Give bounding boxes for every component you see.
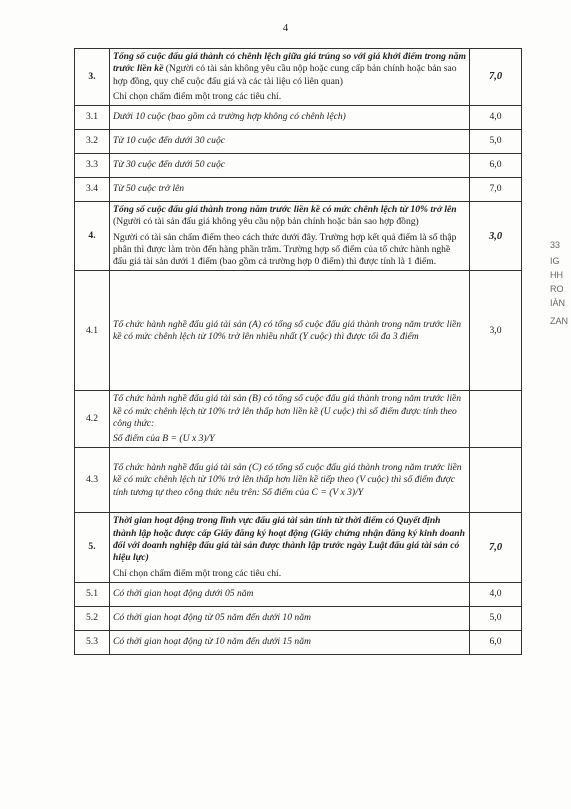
criterion-number: 5.2 <box>75 606 110 630</box>
score-formula: Số điểm của B = (U x 3)/Y <box>113 433 215 445</box>
sub-criterion-text: Tổ chức hành nghề đấu giá tài sản (B) có tổng số cuộc đấu giá thành trong năm trước liền kề có mức chênh lệch từ 10% trở lên thấp hơn liền kề (U cuộc) thì số điểm được tính theo công thức: <box>113 393 462 429</box>
criterion-score: 6,0 <box>470 630 522 654</box>
edge-text-fragment: HH <box>550 270 563 280</box>
sub-criterion-text: Dưới 10 cuộc (bao gồm cả trường hợp không có chênh lệch) <box>113 111 346 123</box>
criterion-row <box>75 513 522 582</box>
criterion-number: 5.3 <box>75 630 110 654</box>
sub-criterion-row <box>75 130 522 154</box>
criterion-row <box>75 49 522 106</box>
criterion-description <box>110 448 470 513</box>
criterion-score: 5,0 <box>470 606 522 630</box>
criterion-title: Tổng số cuộc đấu giá thành có chênh lệch giữa giá trúng so với giá khởi điểm trong năm trước liền kề <box>113 51 466 75</box>
sub-criterion-row <box>75 178 522 202</box>
criterion-description <box>110 582 470 606</box>
criterion-score: 6,0 <box>470 154 522 178</box>
criterion-instruction: Chỉ chọn chấm điểm một trong các tiêu chí. <box>113 567 282 579</box>
criterion-note: (Người có tài sản không yêu cầu nộp hoặc cung cấp bản chính hoặc bản sao hợp đồng, quy chế cuộc đấu giá và các tài liệu có liên quan) <box>113 63 457 87</box>
sub-criterion-row <box>75 271 522 391</box>
edge-text-fragment: 33 <box>550 240 561 250</box>
criterion-description <box>110 106 470 130</box>
criterion-title: Tổng số cuộc đấu giá thành trong năm trước liền kề có mức chênh lệch từ 10% trở lên <box>113 204 457 216</box>
sub-criterion-row <box>75 106 522 130</box>
sub-criterion-row <box>75 606 522 630</box>
criterion-number: 4.1 <box>75 271 110 391</box>
page-number: 4 <box>282 22 289 34</box>
criterion-score: 3,0 <box>470 271 522 391</box>
sub-criterion-text: Tổ chức hành nghề đấu giá tài sản (C) có tổng số cuộc đấu giá thành trong năm trước liền kề có mức chênh lệch từ 10% trở lên thấp hơn liền kề tiếp theo (V cuộc) thì số điểm được tính tương tự theo công thức nêu trên: Số điểm của C = (V x 3)/Y <box>113 462 462 498</box>
sub-criterion-row <box>75 448 522 513</box>
criterion-description <box>110 178 470 202</box>
criterion-score: 4,0 <box>470 106 522 130</box>
edge-text-fragment: RO <box>550 284 564 294</box>
criterion-score <box>470 448 522 513</box>
criterion-description <box>110 130 470 154</box>
criterion-description <box>110 202 470 271</box>
edge-text-fragment: ZAN <box>550 316 568 326</box>
criterion-description <box>110 606 470 630</box>
criterion-score: 7,0 <box>470 513 522 582</box>
sub-criterion-text: Có thời gian hoạt động từ 05 năm đến dưới 10 năm <box>113 612 311 624</box>
edge-text-fragment: IÀN <box>550 298 566 308</box>
criterion-score: 4,0 <box>470 582 522 606</box>
criterion-instruction: Người có tài sản chấm điểm theo cách thức dưới đây. Trường hợp kết quả điểm là số thập phân thì được làm tròn đến hàng phần trăm. Trường hợp số điểm của tổ chức hành nghề đấu giá tài sản dưới 1 điểm (bao gồm cả trường hợp 0 điểm) thì được tính là 1 điểm. <box>113 231 457 268</box>
criterion-number: 3.1 <box>75 106 110 130</box>
criterion-description <box>110 271 470 391</box>
criterion-number: 5.1 <box>75 582 110 606</box>
criterion-title: Thời gian hoạt động trong lĩnh vực đấu giá tài sản tính từ thời điểm có Quyết định thành lập hoặc được cấp Giấy đăng ký hoạt động (Giấy chứng nhận đăng ký kinh doanh đối với doanh nghiệp đấu giá tài sản được thành lập trước ngày Luật đấu giá tài sản có hiệu lực) <box>113 515 465 564</box>
criterion-description <box>110 154 470 178</box>
sub-criterion-text: Từ 10 cuộc đến dưới 30 cuộc <box>113 135 226 147</box>
criterion-score: 5,0 <box>470 130 522 154</box>
criterion-number: 3.2 <box>75 130 110 154</box>
criterion-number: 4.3 <box>75 448 110 513</box>
criterion-note: (Người có tài sản đấu giá không yêu cầu nộp bản chính hoặc bản sao hợp đồng) <box>113 216 419 228</box>
criterion-instruction: Chỉ chọn chấm điểm một trong các tiêu chí. <box>113 90 282 102</box>
sub-criterion-text: Từ 30 cuộc đến dưới 50 cuộc <box>113 159 226 171</box>
sub-criterion-row <box>75 391 522 448</box>
criterion-description <box>110 49 470 106</box>
sub-criterion-text: Có thời gian hoạt động dưới 05 năm <box>113 588 254 600</box>
criterion-score: 7,0 <box>470 178 522 202</box>
criterion-number: 4. <box>75 202 110 271</box>
criterion-number: 3. <box>75 49 110 106</box>
criterion-row <box>75 202 522 271</box>
criterion-score <box>470 391 522 448</box>
criterion-score: 3,0 <box>470 202 522 271</box>
sub-criterion-text: Tổ chức hành nghề đấu giá tài sản (A) có tổng số cuộc đấu giá thành trong năm trước liền kề có mức chênh lệch từ 10% trở lên nhiều nhất (Y cuộc) thì được tối đa 3 điểm <box>113 318 462 342</box>
sub-criterion-row <box>75 154 522 178</box>
criterion-description <box>110 630 470 654</box>
edge-text-fragment: IG <box>550 256 560 266</box>
sub-criterion-text: Từ 50 cuộc trở lên <box>113 183 185 195</box>
criteria-table <box>74 48 522 655</box>
criterion-description <box>110 513 470 582</box>
sub-criterion-row <box>75 582 522 606</box>
criterion-description <box>110 391 470 448</box>
sub-criterion-row <box>75 630 522 654</box>
criterion-number: 3.3 <box>75 154 110 178</box>
criterion-number: 5. <box>75 513 110 582</box>
criterion-score: 7,0 <box>470 49 522 106</box>
sub-criterion-text: Có thời gian hoạt động từ 10 năm đến dưới 15 năm <box>113 636 311 648</box>
criterion-number: 4.2 <box>75 391 110 448</box>
criterion-number: 3.4 <box>75 178 110 202</box>
